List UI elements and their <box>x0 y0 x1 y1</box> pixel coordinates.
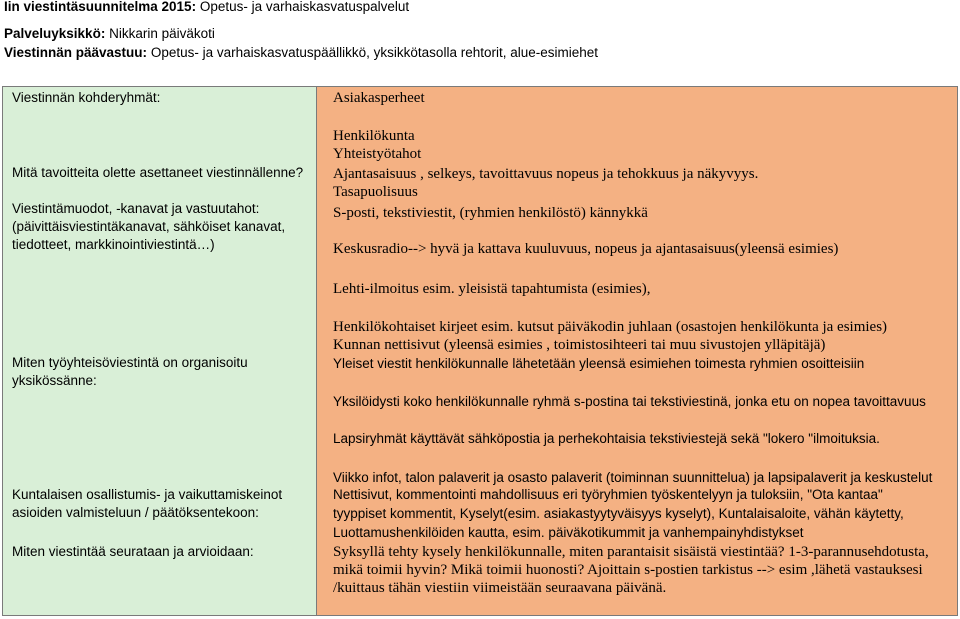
unit-value: Nikkarin päiväkoti <box>109 26 215 41</box>
target-staff: Henkilökunta <box>333 128 415 144</box>
title-label: Iin viestintäsuunnitelma 2015: <box>4 0 197 14</box>
channel-personal-letters: Henkilökohtaiset kirjeet esim. kutsut päiväkodin juhlaan (osastojen henkilökunta ja esimies) <box>333 319 888 335</box>
channel-newspaper: Lehti-ilmoitus esim. yleisistä tapahtumista (esimies), <box>333 281 651 297</box>
internal-meetings: Viikko infot, talon palaverit ja osasto palaverit (toiminnan suunnittelua) ja lapsipalaverit ja keskustelut <box>333 470 933 485</box>
evaluation-heading: Miten viestintää seurataan ja arvioidaan: <box>12 544 254 559</box>
participation-line-2: tyyppiset kommentit, Kyselyt(esim. asiakastyytyväisyys kyselyt), Kuntalaisaloite, vähän käytetty, <box>333 506 904 521</box>
right-column <box>317 87 957 615</box>
internal-group-email: Yksilöidysti koko henkilökunnalle ryhmä s-postina tai tekstiviestinä, jonka etu on nopea tavoittavuus <box>333 394 926 409</box>
internal-child-groups: Lapsiryhmät käyttävät sähköpostia ja perhekohtaisia tekstiviestejä sekä "lokero "ilmoituksia. <box>333 431 880 446</box>
responsibility-value: Opetus- ja varhaiskasvatuspäällikkö, yksikkötasolla rehtorit, alue-esimiehet <box>150 45 599 60</box>
participation-line-1: Nettisivut, kommentointi mahdollisuus eri työryhmien työskentelyyn ja tuloksiin, "Ota kantaa" <box>333 487 883 502</box>
channels-subtitle: (päivittäisviestintäkanavat, sähköiset kanavat, tiedotteet, markkinointiviestintä…) <box>12 219 286 252</box>
target-customer-families: Asiakasperheet <box>333 90 425 106</box>
unit-label: Palveluyksikkö: <box>4 26 106 41</box>
target-partners: Yhteistyötahot <box>333 146 422 162</box>
title-value: Opetus- ja varhaiskasvatuspalvelut <box>199 0 410 14</box>
evaluation-text: Syksyllä tehty kysely henkilökunnalle, miten parantaisit sisäistä viestintää? 1-3-parannusehdotusta, mikä toimii hyvin? Mikä toimii huonosti? Ajoittain s-postien tarkistus --> esim ,lähetä vastauksesi /kuittaus tähän viestiin viimeistään seuraavana päivänä. <box>333 544 929 596</box>
goal-line-2: Tasapuolisuus <box>333 184 418 200</box>
unit-line <box>4 25 215 42</box>
channel-website: Kunnan nettisivut (yleensä esimies , toimistosihteeri tai muu sivustojen ylläpitäjä) <box>333 337 826 353</box>
goal-line-1: Ajantasaisuus , selkeys, tavoittavuus nopeus ja tehokkuus ja näkyvyys. <box>333 166 759 182</box>
channels-heading <box>12 200 310 254</box>
internal-general-messages: Yleiset viestit henkilökunnalle lähetetään yleensä esimiehen toimesta ryhmien osoitteisiin <box>333 356 865 371</box>
responsibility-line <box>4 44 598 61</box>
goals-heading: Mitä tavoitteita olette asettaneet viestinnällenne? <box>12 165 304 180</box>
participation-heading: Kuntalaisen osallistumis- ja vaikuttamiskeinot asioiden valmisteluun / päätöksentekoon: <box>12 487 283 520</box>
channel-central-radio: Keskusradio--> hyvä ja kattava kuuluvuus, nopeus ja ajantasaisuus(yleensä esimies) <box>333 241 839 257</box>
left-column <box>3 87 317 615</box>
responsibility-label: Viestinnän päävastuu: <box>4 45 148 60</box>
channels-title: Viestintämuodot, -kanavat ja vastuutahot: <box>12 201 260 216</box>
communication-plan-table <box>2 86 958 616</box>
target-groups-heading: Viestinnän kohderyhmät: <box>12 90 161 105</box>
participation-line-3: Luottamushenkilöiden kautta, esim. päiväkotikummit ja vanhempainyhdistykset <box>333 525 804 540</box>
channel-email-sms: S-posti, tekstiviestit, (ryhmien henkilöstö) kännykkä <box>333 205 648 221</box>
internal-communication-heading: Miten työyhteisöviestintä on organisoitu yksikössänne: <box>12 355 248 388</box>
document-title <box>4 0 409 15</box>
